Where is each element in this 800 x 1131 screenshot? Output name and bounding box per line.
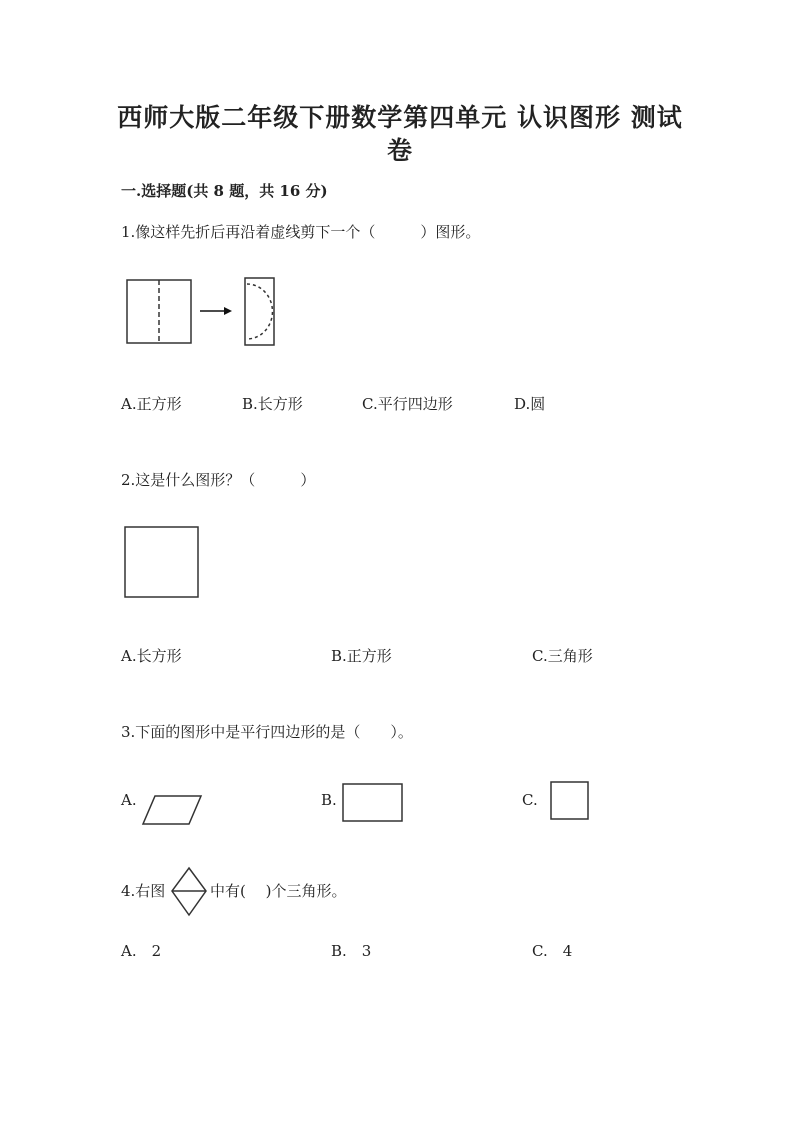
question-2-square-figure	[120, 522, 205, 602]
q1-option-d[interactable]: D.圆	[514, 395, 546, 413]
square-figure	[548, 779, 592, 823]
q4-option-c[interactable]: C. 4	[532, 942, 573, 960]
q1-option-b[interactable]: B.长方形	[242, 395, 303, 413]
page-title-continued: 卷	[386, 136, 413, 165]
rectangle-figure	[340, 781, 406, 825]
page-title: 西师大版二年级下册数学第四单元 认识图形 测试	[117, 103, 683, 132]
q4-option-b[interactable]: B. 3	[331, 942, 372, 960]
q3-option-c[interactable]: C.	[522, 791, 538, 809]
q2-option-b[interactable]: B.正方形	[331, 647, 392, 665]
q2-option-a[interactable]: A.长方形	[121, 647, 182, 665]
q2-option-c[interactable]: C.三角形	[532, 647, 593, 665]
question-4-text-before: 4.右图	[121, 882, 166, 900]
q3-option-b[interactable]: B.	[321, 791, 337, 809]
question-1-fold-figure	[120, 270, 290, 360]
q1-option-a[interactable]: A.正方形	[121, 395, 182, 413]
q4-option-a[interactable]: A. 2	[121, 942, 162, 960]
q3-option-a[interactable]: A.	[121, 791, 137, 809]
q1-option-c[interactable]: C.平行四边形	[362, 395, 453, 413]
parallelogram-figure	[140, 792, 204, 828]
question-4-text-after: 中有( )个三角形。	[210, 882, 347, 900]
question-2-text: 2.这是什么图形？（ ）	[121, 471, 316, 489]
section-header: 一.选择题(共 8 题，共 16 分)	[121, 182, 328, 200]
rhombus-triangles-figure	[170, 866, 210, 918]
question-3-text: 3.下面的图形中是平行四边形的是（ ）。	[121, 723, 413, 741]
question-1-text: 1.像这样先折后再沿着虚线剪下一个（ ）图形。	[121, 223, 481, 241]
